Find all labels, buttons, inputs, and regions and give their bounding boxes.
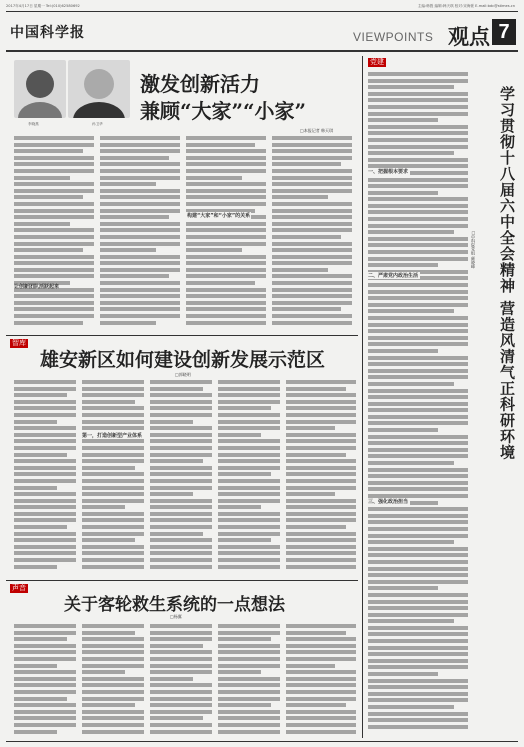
middle-article-title: 雄安新区如何建设创新发展示范区 (40, 349, 326, 371)
middle-article-top-rule (6, 335, 358, 336)
top-article-title-1: 激发创新活力 (140, 72, 260, 96)
bottom-article-body-col-1 (14, 624, 76, 738)
top-article-body-col-3 (186, 136, 266, 331)
sidebar-byline: □中科院党组 颜晓峰 (471, 230, 476, 269)
middle-article-body-col-2 (82, 380, 144, 575)
portrait-2-caption: 孙卫华 (92, 122, 103, 126)
sidebar-title: 学习贯彻十八届六中全会精神 营造风清气正科研环境 (498, 86, 516, 461)
header-bottom-rule (6, 50, 518, 52)
sidebar-subhead-2: 二、严肃党内政治生活 (368, 273, 419, 279)
page-number: 7 (492, 19, 516, 45)
sidebar-divider (362, 56, 363, 738)
middle-article-byline: □郭晓明 (175, 372, 191, 377)
portrait-1 (14, 60, 66, 118)
bottom-article-byline: □杨翼 (170, 614, 182, 619)
top-article-body-col-4 (272, 136, 352, 331)
top-article-body-col-2 (100, 136, 180, 331)
middle-article-body-col-1 (14, 380, 76, 575)
section-cn-label: 观点 (448, 24, 490, 49)
portrait-1-caption: 李晓燕 (28, 122, 39, 126)
bottom-article-top-rule (6, 580, 358, 581)
bottom-article-body-col-2 (82, 624, 144, 738)
middle-article-body-col-4 (218, 380, 280, 575)
sidebar-tag: 党建 (370, 58, 384, 66)
middle-article-body-col-3 (150, 380, 212, 575)
dateline: 2017年4月17日 星期一 Tel:(010)62580692 (6, 4, 80, 8)
section-en-label: VIEWPOINTS (353, 30, 434, 44)
bottom-article-body-col-3 (150, 624, 212, 738)
top-article-title-2: 兼顾“大家”“小家” (140, 99, 307, 123)
sidebar-subhead-1: 一、把握根本要求 (368, 169, 409, 175)
middle-article-subhead: 第一，打造创新型产业体系 (82, 433, 143, 439)
sidebar-subhead-3: 三、强化政治担当 (368, 499, 409, 505)
bottom-article-tag: 声音 (12, 584, 26, 592)
bottom-article-body-col-5 (286, 624, 356, 738)
page-bottom-rule (6, 741, 518, 742)
header-top-rule (6, 11, 518, 12)
middle-article-tag: 智库 (12, 339, 26, 347)
middle-article-body-col-5 (286, 380, 356, 575)
top-article-subhead: 让创新团队活跃起来 (14, 284, 60, 290)
top-article-byline: □本报记者 韩天琪 (300, 128, 334, 133)
top-article-body-col-1 (14, 136, 94, 331)
editor-info: 主编:韩胜 编辑:韩天琪 校对:宋海豪 E-mail:bdc@stimes.cn (417, 4, 515, 8)
bottom-article-title: 关于客轮救生系统的一点想法 (64, 595, 285, 615)
masthead: 中国科学报 (10, 25, 85, 41)
portrait-2 (68, 60, 130, 118)
top-article-subhead-2: 构建“大家”和“小家”的关系 (187, 213, 251, 219)
bottom-article-body-col-4 (218, 624, 280, 738)
